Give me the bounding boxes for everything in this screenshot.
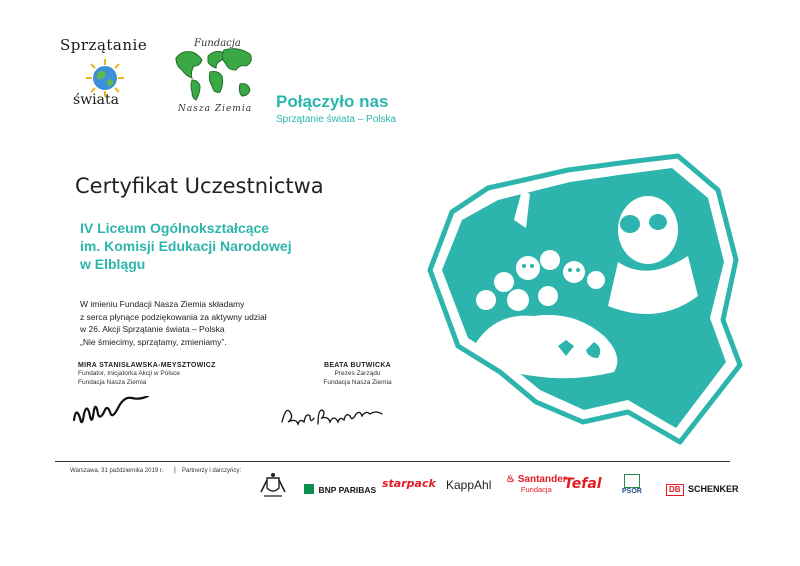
- body-line: W imieniu Fundacji Nasza Ziemia składamy: [80, 299, 245, 309]
- signatory-organization: Fundacja Nasza Ziemia: [78, 379, 147, 386]
- body-line: w 26. Akcji Sprzątanie świata – Polska: [80, 324, 225, 334]
- psor-emblem-icon: [624, 474, 640, 488]
- santander-logo: ♨ Santander Fundacja: [506, 474, 567, 494]
- santander-flame-icon: ♨: [506, 474, 515, 485]
- logo-text-line2: świata: [73, 92, 119, 108]
- poland-map-illustration: [418, 150, 748, 450]
- signatory-right: [310, 362, 405, 387]
- signatory-role: Prezes Zarządu: [334, 370, 381, 377]
- logo-text-line1: Sprzątanie: [60, 36, 148, 54]
- kappahl-logo: KappAhl: [446, 478, 492, 492]
- body-line: z serca płynące podziękowania za aktywny udział: [80, 311, 267, 322]
- body-line: „Nie śmiecimy, sprzątamy, zmieniamy”.: [80, 336, 227, 347]
- recipient-line: im. Komisji Edukacji Narodowej: [80, 238, 292, 254]
- bnp-paribas-logo: BNP PARIBAS: [304, 480, 376, 498]
- starpack-logo: starpack: [382, 477, 436, 490]
- fundacja-logo-bottom-text: Nasza Ziemia: [178, 104, 253, 114]
- footer-separator: |: [174, 467, 176, 474]
- partners-label: Partnerzy i darczyńcy:: [182, 468, 242, 474]
- campaign-title: Połączyło nas: [276, 92, 389, 111]
- bnp-star-icon: [304, 484, 314, 494]
- signatory-organization: Fundacja Nasza Ziemia: [323, 379, 392, 386]
- signatory-name: MIRA STANISŁAWSKA-MEYSZTOWICZ: [78, 362, 216, 369]
- signatory-name: BEATA BUTWICKA: [323, 362, 392, 369]
- db-schenker-logo: DB SCHENKER: [666, 479, 739, 497]
- australian-coat-of-arms-icon: [258, 472, 288, 500]
- psor-logo: PSOR: [622, 474, 642, 495]
- signatory-left: [78, 362, 216, 387]
- recipient-line: IV Liceum Ogólnokształcące: [80, 220, 270, 236]
- sun-globe-icon: [85, 58, 125, 98]
- certificate-title: Certyfikat Uczestnictwa: [75, 174, 324, 198]
- footer-divider: [55, 461, 730, 462]
- fundacja-logo-top-text: Fundacja: [194, 38, 241, 49]
- recipient-name: [80, 219, 380, 273]
- partners-logos: [250, 472, 740, 502]
- signature-left-image: [70, 396, 160, 432]
- campaign-subtitle: Sprzątanie świata – Polska: [276, 114, 397, 125]
- certificate-body: [80, 298, 400, 348]
- signature-right-image: [278, 402, 404, 432]
- recipient-line: w Elblągu: [80, 256, 146, 272]
- signatory-role: Fundator, Inicjatorka Akcji w Polsce: [78, 370, 180, 377]
- tefal-logo: Tefal: [564, 476, 602, 492]
- issue-date: Warszawa, 31 października 2019 r.: [70, 468, 164, 474]
